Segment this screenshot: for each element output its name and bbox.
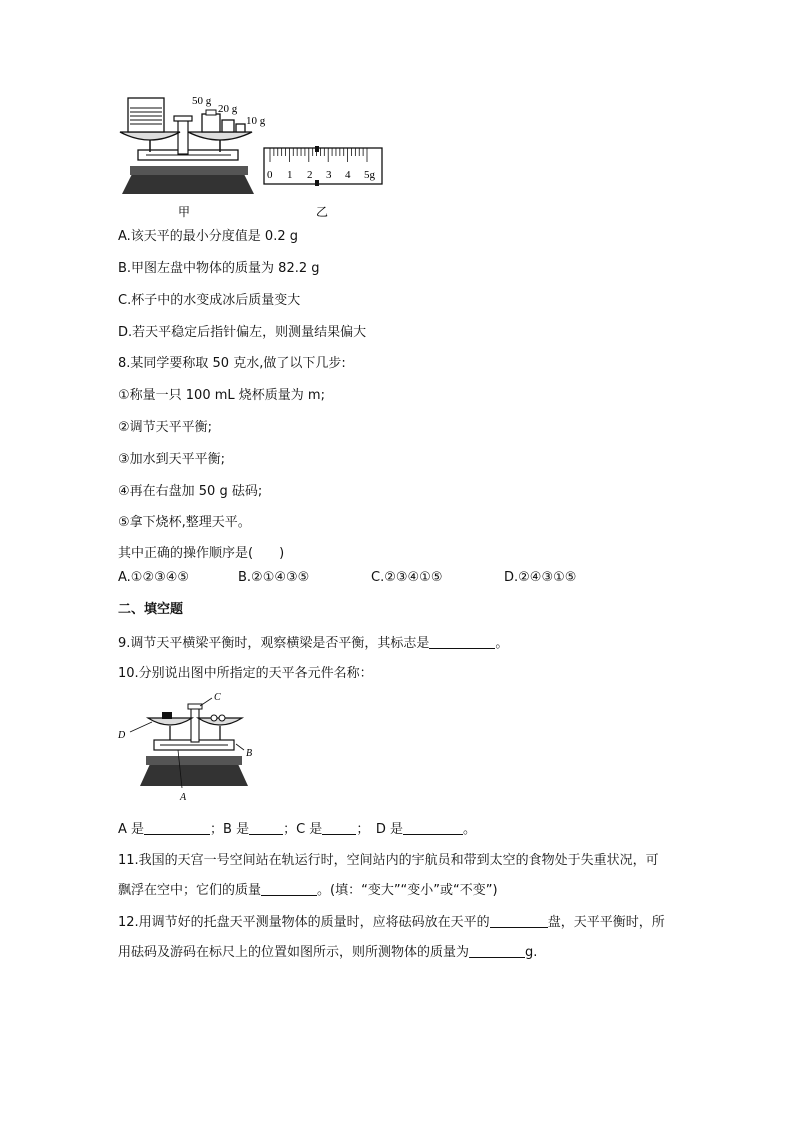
svg-text:3: 3	[326, 169, 332, 181]
q8-step-3: ③加水到天平平衡;	[118, 452, 226, 467]
q7-option-b: B.甲图左盘中物体的质量为 82.2 g	[118, 261, 320, 276]
q10-blank-a[interactable]	[144, 820, 210, 835]
part-label-c: C	[214, 692, 221, 703]
svg-text:4: 4	[345, 169, 351, 181]
q8-option-a: A.①②③④⑤	[118, 570, 190, 585]
q8-step-1: ①称量一只 100 mL 烧杯质量为 m;	[118, 388, 325, 403]
q12-line-2: 用砝码及游码在标尺上的位置如图所示，则所测物体的质量为 g.	[118, 945, 538, 960]
svg-text:5g: 5g	[364, 169, 375, 181]
balance-figure-1	[116, 94, 396, 222]
weight-label-20: 20 g	[218, 103, 238, 115]
q8-step-2: ②调节天平平衡;	[118, 420, 213, 435]
q8-option-b: B.②①④③⑤	[238, 570, 310, 585]
q8-option-d: D.②④③①⑤	[504, 570, 577, 585]
q7-option-a: A.该天平的最小分度值是 0.2 g	[118, 229, 298, 244]
q11-line-1: 11.我国的天宫一号空间站在轨运行时，空间站内的宇航员和带到太空的食物处于失重状况，可	[118, 853, 659, 868]
svg-text:0: 0	[267, 169, 273, 181]
q10-blank-d[interactable]	[403, 820, 463, 835]
balance-base	[122, 174, 254, 194]
q9: 9.调节天平横梁平衡时，观察横梁是否平衡，其标志是 。	[118, 636, 509, 651]
q8-options	[118, 569, 576, 587]
q10-stem: 10.分别说出图中所指定的天平各元件名称：	[118, 666, 373, 681]
rider-marker	[315, 146, 319, 152]
part-label-b: B	[246, 748, 253, 759]
q12-blank-pan[interactable]	[490, 913, 548, 928]
balance-figure-2	[114, 692, 274, 804]
part-label-a: A	[180, 792, 187, 803]
q11-answer-blank[interactable]	[261, 881, 317, 896]
q8-option-c: C.②③④①⑤	[371, 570, 443, 585]
q8-question: 其中正确的操作顺序是( )	[118, 546, 285, 561]
q11-line-2: 飘浮在空中；它们的质量 。(填：“变大”“变小”或“不变”)	[118, 883, 498, 898]
svg-text:2: 2	[307, 169, 313, 181]
q8-step-5: ⑤拿下烧杯,整理天平。	[118, 515, 251, 530]
caption-yi: 乙	[316, 205, 329, 219]
q12-blank-mass[interactable]	[469, 943, 525, 958]
q7-option-d: D.若天平稳定后指针偏左，则测量结果偏大	[118, 325, 367, 340]
q10-blank-c[interactable]	[322, 820, 356, 835]
q8-stem: 8.某同学要称取 50 克水,做了以下几步:	[118, 356, 346, 371]
q10-answers: A 是 ；B 是 ；C 是 ； D 是 。	[118, 822, 476, 837]
q7-option-c: C.杯子中的水变成冰后质量变大	[118, 293, 301, 308]
rider-scale-ruler	[264, 146, 382, 186]
q9-answer-blank[interactable]	[429, 634, 495, 649]
part-label-d: D	[118, 730, 126, 741]
beaker-icon	[128, 98, 164, 132]
q8-step-4: ④再在右盘加 50 g 砝码;	[118, 484, 263, 499]
svg-text:1: 1	[287, 169, 293, 181]
q12-line-1: 12.用调节好的托盘天平测量物体的质量时，应将砝码放在天平的 盘，天平平衡时，所	[118, 915, 665, 930]
weight-label-10: 10 g	[246, 115, 266, 127]
weight-label-50: 50 g	[192, 95, 212, 107]
q10-blank-b[interactable]	[249, 820, 283, 835]
caption-jia: 甲	[178, 205, 191, 219]
section-title: 二、填空题	[118, 602, 184, 617]
